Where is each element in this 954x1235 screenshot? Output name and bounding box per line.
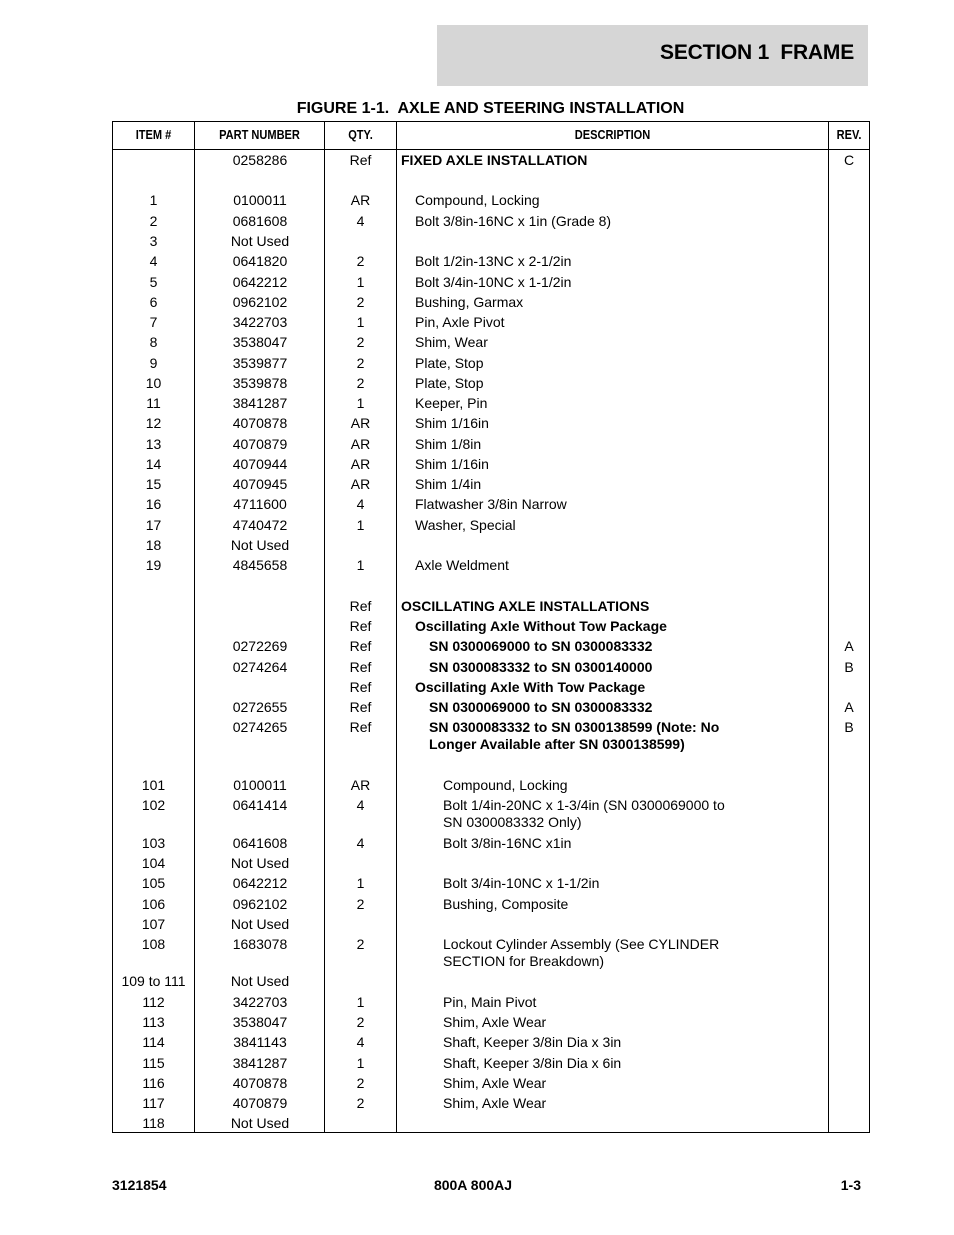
part-number: 3422703 <box>232 314 288 330</box>
part-number: 4070879 <box>232 436 288 452</box>
part-number: 0272269 <box>232 638 288 654</box>
parts-table <box>112 121 870 1133</box>
quantity: AR <box>350 777 371 793</box>
part-number: 0100011 <box>233 192 287 208</box>
description: Shim, Axle Wear <box>443 1075 547 1091</box>
description: Plate, Stop <box>415 375 484 391</box>
part-number: 3539878 <box>232 375 288 391</box>
description: Shaft, Keeper 3/8in Dia x 6in <box>443 1055 622 1071</box>
item-number: 1 <box>149 192 158 208</box>
part-number: 3841287 <box>232 395 288 411</box>
quantity: 1 <box>356 875 365 891</box>
item-number: 115 <box>142 1055 165 1071</box>
description: Axle Weldment <box>415 557 509 573</box>
item-number: 102 <box>141 797 166 813</box>
part-number: 0962102 <box>232 294 288 310</box>
item-number: 5 <box>149 274 158 290</box>
description: SN 0300069000 to SN 0300083332 <box>429 638 653 654</box>
quantity: AR <box>350 476 371 492</box>
part-number: 0100011 <box>233 777 287 793</box>
item-number: 112 <box>142 994 165 1010</box>
section-title: SECTION 1 FRAME <box>660 41 854 64</box>
quantity: 1 <box>356 314 365 330</box>
item-number: 7 <box>149 314 158 330</box>
part-number: 4711600 <box>233 496 287 512</box>
description: Bushing, Composite <box>443 896 569 912</box>
section-header <box>437 25 868 86</box>
description: Keeper, Pin <box>415 395 488 411</box>
quantity: 2 <box>356 896 365 912</box>
quantity: 1 <box>356 517 365 533</box>
item-number: 114 <box>142 1034 165 1050</box>
item-number: 109 to 111 <box>121 973 186 989</box>
item-number: 108 <box>141 936 166 952</box>
description: Oscillating Axle Without Tow Package <box>415 618 667 634</box>
header-part-number: PART NUMBER <box>219 127 300 142</box>
quantity: 4 <box>356 496 365 512</box>
quantity: 2 <box>356 294 365 310</box>
item-number: 14 <box>145 456 162 472</box>
description: Bolt 1/2in-13NC x 2-1/2in <box>415 253 572 269</box>
revision: A <box>844 699 854 715</box>
item-number: 113 <box>142 1014 165 1030</box>
footer-page-number: 1-3 <box>840 1177 861 1193</box>
quantity: Ref <box>349 699 372 715</box>
item-number: 6 <box>149 294 158 310</box>
description: Compound, Locking <box>443 777 568 793</box>
quantity: 4 <box>356 213 365 229</box>
part-number: 0272655 <box>232 699 288 715</box>
item-number: 104 <box>141 855 166 871</box>
description: SN 0300083332 to SN 0300140000 <box>429 659 653 675</box>
part-number: 4070879 <box>232 1095 288 1111</box>
part-number: Not Used <box>230 916 290 932</box>
item-number: 3 <box>149 233 158 249</box>
item-number: 11 <box>146 395 161 411</box>
part-number: 0642212 <box>232 274 288 290</box>
item-number: 105 <box>141 875 166 891</box>
header-rev: REV. <box>836 127 862 142</box>
quantity: 1 <box>356 395 365 411</box>
description: Shim 1/8in <box>415 436 482 452</box>
quantity: 2 <box>356 334 365 350</box>
part-number: 4070945 <box>232 476 288 492</box>
part-number: 3841143 <box>233 1034 287 1050</box>
description: Lockout Cylinder Assembly (See CYLINDER SECTION for Breakdown) <box>443 936 720 969</box>
part-number: 0641608 <box>232 835 288 851</box>
part-number: 3539877 <box>232 355 288 371</box>
item-number: 107 <box>141 916 166 932</box>
quantity: Ref <box>349 659 372 675</box>
quantity: 4 <box>356 1034 365 1050</box>
quantity: 2 <box>356 375 365 391</box>
quantity: Ref <box>349 679 372 695</box>
description: Bolt 1/4in-20NC x 1-3/4in (SN 0300069000 to SN 0300083332 Only) <box>443 797 725 830</box>
part-number: 4845658 <box>232 557 288 573</box>
description: SN 0300083332 to SN 0300138599 (Note: No Longer Available after SN 0300138599) <box>429 719 720 752</box>
quantity: 1 <box>356 994 365 1010</box>
column-divider <box>828 122 829 1132</box>
item-number: 10 <box>145 375 162 391</box>
description: Shaft, Keeper 3/8in Dia x 3in <box>443 1034 622 1050</box>
description: Bolt 3/8in-16NC x1in <box>443 835 572 851</box>
part-number: 0962102 <box>232 896 288 912</box>
item-number: 4 <box>149 253 158 269</box>
description: Pin, Main Pivot <box>443 994 537 1010</box>
quantity: Ref <box>349 638 372 654</box>
quantity: AR <box>350 456 371 472</box>
quantity: 2 <box>356 936 365 952</box>
quantity: 2 <box>356 253 365 269</box>
part-number: 3841287 <box>232 1055 288 1071</box>
item-number: 106 <box>141 896 166 912</box>
footer-model: 800A 800AJ <box>433 1177 513 1193</box>
quantity: 4 <box>356 797 365 813</box>
description: Oscillating Axle With Tow Package <box>415 679 646 695</box>
quantity: Ref <box>349 598 372 614</box>
part-number: 3538047 <box>232 1014 288 1030</box>
quantity: AR <box>350 436 371 452</box>
part-number: 4070878 <box>232 415 288 431</box>
item-number: 13 <box>145 436 162 452</box>
description: Washer, Special <box>415 517 516 533</box>
description: Bolt 3/8in-16NC x 1in (Grade 8) <box>415 213 612 229</box>
item-number: 117 <box>142 1095 165 1111</box>
item-number: 17 <box>145 517 162 533</box>
part-number: 4070944 <box>232 456 288 472</box>
item-number: 8 <box>149 334 158 350</box>
quantity: 1 <box>356 1055 365 1071</box>
part-number: 3538047 <box>232 334 288 350</box>
description: SN 0300069000 to SN 0300083332 <box>429 699 653 715</box>
part-number: Not Used <box>230 855 290 871</box>
part-number: 0274264 <box>232 659 288 675</box>
part-number: 4740472 <box>232 517 288 533</box>
part-number: 1683078 <box>232 936 288 952</box>
item-number: 12 <box>145 415 162 431</box>
item-number: 9 <box>149 355 158 371</box>
description: Flatwasher 3/8in Narrow <box>415 496 567 512</box>
footer-doc-number: 3121854 <box>112 1177 167 1193</box>
part-number: 0274265 <box>232 719 288 735</box>
column-divider <box>396 122 397 1132</box>
revision: A <box>844 638 854 654</box>
revision: B <box>844 659 854 675</box>
quantity: AR <box>350 415 371 431</box>
description: Plate, Stop <box>415 355 484 371</box>
item-number: 16 <box>145 496 162 512</box>
part-number: 3422703 <box>232 994 288 1010</box>
item-number: 18 <box>145 537 162 553</box>
description: Shim 1/16in <box>415 415 489 431</box>
description: Compound, Locking <box>415 192 540 208</box>
part-number: Not Used <box>230 1115 290 1131</box>
revision: B <box>844 719 854 735</box>
quantity: AR <box>350 192 371 208</box>
quantity: 1 <box>356 274 365 290</box>
part-number: 0681608 <box>232 213 288 229</box>
quantity: Ref <box>349 719 372 735</box>
header-qty: QTY. <box>348 127 373 142</box>
description: Bolt 3/4in-10NC x 1-1/2in <box>443 875 600 891</box>
item-number: 101 <box>141 777 166 793</box>
description: Shim, Wear <box>415 334 488 350</box>
quantity: Ref <box>349 152 372 168</box>
header-item: ITEM # <box>135 127 172 142</box>
quantity: 2 <box>356 1014 365 1030</box>
quantity: 2 <box>356 355 365 371</box>
header-divider <box>113 149 869 150</box>
description: Bolt 3/4in-10NC x 1-1/2in <box>415 274 572 290</box>
description: FIXED AXLE INSTALLATION <box>401 152 588 168</box>
description: Shim 1/16in <box>415 456 489 472</box>
part-number: Not Used <box>230 233 290 249</box>
revision: C <box>843 152 855 168</box>
quantity: 4 <box>356 835 365 851</box>
quantity: Ref <box>349 618 372 634</box>
item-number: 19 <box>145 557 162 573</box>
header-description: DESCRIPTION <box>574 127 651 142</box>
description: Shim, Axle Wear <box>443 1095 547 1111</box>
part-number: 0641414 <box>232 797 288 813</box>
description: OSCILLATING AXLE INSTALLATIONS <box>401 598 650 614</box>
item-number: 103 <box>141 835 166 851</box>
part-number: 0641820 <box>232 253 288 269</box>
figure-title: FIGURE 1-1. AXLE AND STEERING INSTALLATION <box>296 100 685 117</box>
description: Shim, Axle Wear <box>443 1014 547 1030</box>
quantity: 2 <box>356 1075 365 1091</box>
description: Bushing, Garmax <box>415 294 524 310</box>
item-number: 116 <box>142 1075 165 1091</box>
quantity: 1 <box>356 557 365 573</box>
quantity: 2 <box>356 1095 365 1111</box>
item-number: 15 <box>145 476 162 492</box>
description: Pin, Axle Pivot <box>415 314 505 330</box>
item-number: 2 <box>149 213 158 229</box>
item-number: 118 <box>142 1115 165 1131</box>
part-number: 4070878 <box>232 1075 288 1091</box>
part-number: 0258286 <box>232 152 288 168</box>
part-number: 0642212 <box>232 875 288 891</box>
part-number: Not Used <box>230 973 290 989</box>
part-number: Not Used <box>230 537 290 553</box>
description: Shim 1/4in <box>415 476 482 492</box>
